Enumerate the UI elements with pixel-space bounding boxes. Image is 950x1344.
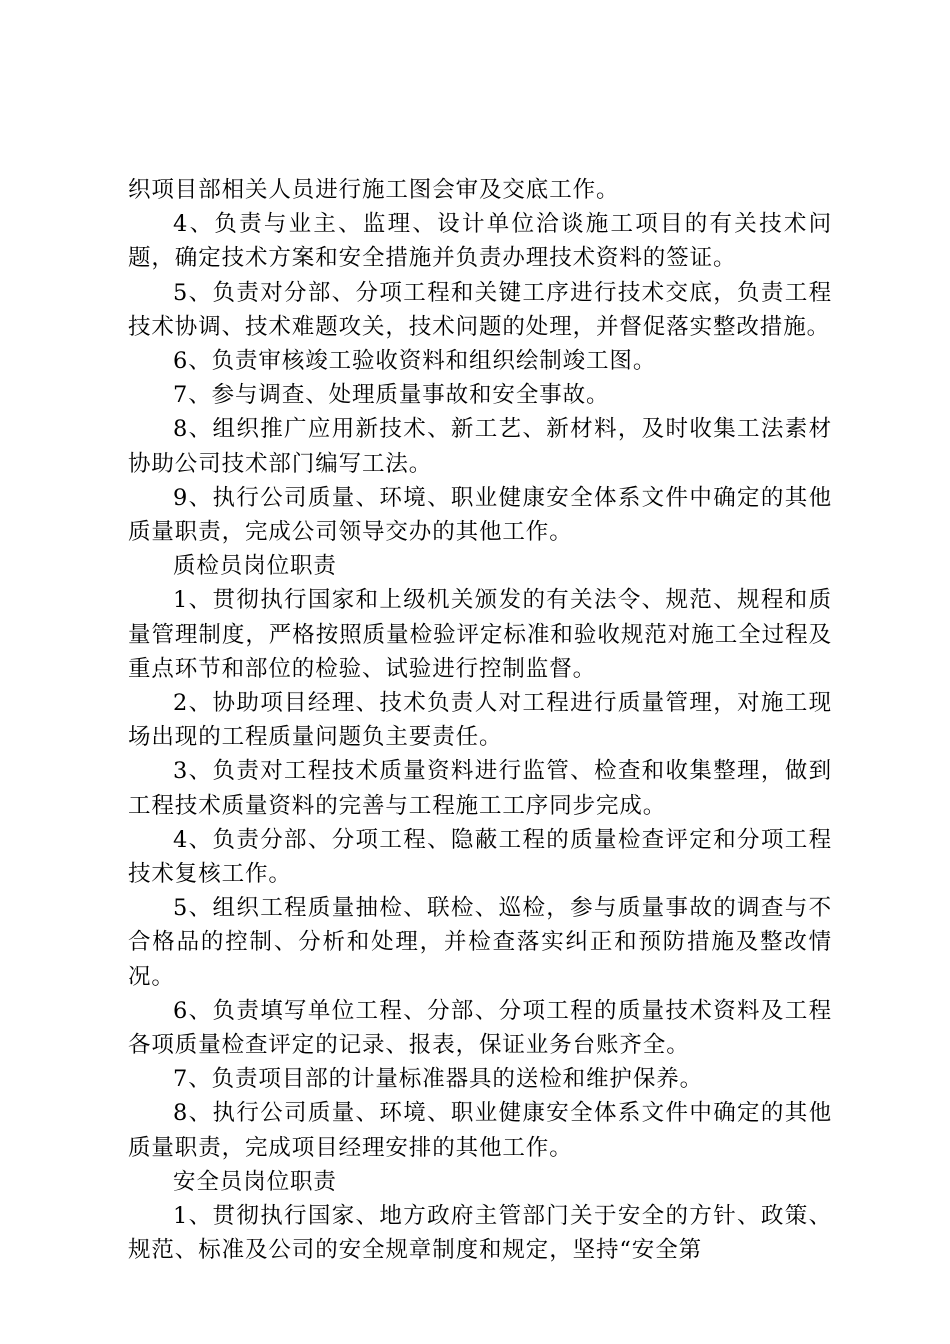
section-heading-safety-officer: 安全员岗位职责 [173,1168,337,1195]
paragraph-tech-4: 4、负责与业主、监理、设计单位洽谈施工项目的有关技术问题，确定技术方案和安全措施并负责办理技术资料的签证。 [128,211,832,272]
paragraph-continuation: 织项目部相关人员进行施工图会审及交底工作。 [128,177,620,203]
paragraph-tech-6: 6、负责审核竣工验收资料和组织绘制竣工图。 [173,348,657,375]
paragraph-quality-7: 7、负责项目部的计量标准器具的送检和维护保养。 [173,1066,704,1093]
paragraph-quality-8: 8、执行公司质量、环境、职业健康安全体系文件中确定的其他质量职责，完成项目经理安排的其他工作。 [128,1100,832,1161]
paragraph-quality-1: 1、贯彻执行国家和上级机关颁发的有关法令、规范、规程和质量管理制度，严格按照质量检验评定标准和验收规范对施工全过程及重点环节和部位的检验、试验进行控制监督。 [128,587,832,682]
paragraph-safety-1: 1、贯彻执行国家、地方政府主管部门关于安全的方针、政策、规范、标准及公司的安全规章制度和规定，坚持“安全第 [128,1203,832,1264]
paragraph-quality-5: 5、组织工程质量抽检、联检、巡检，参与质量事故的调查与不合格品的控制、分析和处理，并检查落实纠正和预防措施及整改情况。 [128,895,832,990]
paragraph-quality-2: 2、协助项目经理、技术负责人对工程进行质量管理，对施工现场出现的工程质量问题负主要责任。 [128,690,832,751]
paragraph-tech-9: 9、执行公司质量、环境、职业健康安全体系文件中确定的其他质量职责，完成公司领导交办的其他工作。 [128,484,832,546]
paragraph-quality-3: 3、负责对工程技术质量资料进行监管、检查和收集整理，做到工程技术质量资料的完善与工程施工工序同步完成。 [128,758,832,819]
section-heading-quality-inspector: 质检员岗位职责 [173,553,337,580]
paragraph-quality-6: 6、负责填写单位工程、分部、分项工程的质量技术资料及工程各项质量检查评定的记录、报表，保证业务台账齐全。 [128,997,832,1059]
paragraph-tech-5: 5、负责对分部、分项工程和关键工序进行技术交底，负责工程技术协调、技术难题攻关，技术问题的处理，并督促落实整改措施。 [128,279,832,340]
document-page [128,173,832,1268]
paragraph-tech-8: 8、组织推广应用新技术、新工艺、新材料，及时收集工法素材协助公司技术部门编写工法。 [128,416,832,477]
paragraph-quality-4: 4、负责分部、分项工程、隐蔽工程的质量检查评定和分项工程技术复核工作。 [128,826,832,888]
paragraph-tech-7: 7、参与调查、处理质量事故和安全事故。 [173,382,610,409]
